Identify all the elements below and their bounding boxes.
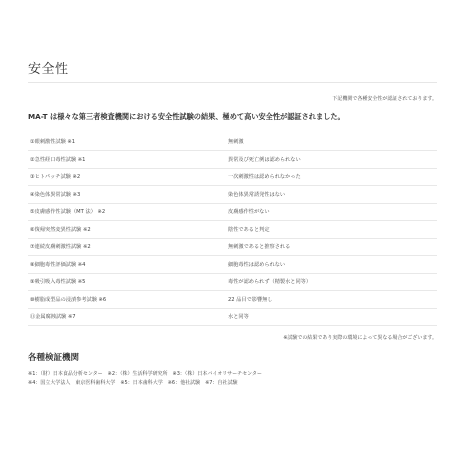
table-row	[28, 221, 437, 239]
table-row	[28, 291, 437, 309]
test-result: 無刺激	[226, 133, 437, 151]
test-name: ⑧細胞毒性評価試験 ※4	[28, 256, 226, 274]
table-row	[28, 203, 437, 221]
test-result: 毒性が認められず（精製水と同等）	[226, 273, 437, 291]
test-name: ⑥復帰突然変異性試験 ※2	[28, 221, 226, 239]
test-name: ④染色体異常試験 ※3	[28, 186, 226, 204]
table-row	[28, 151, 437, 169]
table-row	[28, 133, 437, 151]
test-result: 一次刺激性は認められなかった	[226, 168, 437, 186]
table-row	[28, 273, 437, 291]
test-result: 無刺激であると推察される	[226, 238, 437, 256]
certified-note: 下記機関で各種安全性が認証されております。	[332, 96, 437, 102]
test-result: 22 品目で影響無し	[226, 291, 437, 309]
test-name: ⑨吸引吸入毒性試験 ※5	[28, 273, 226, 291]
test-result: 陰性であると判定	[226, 221, 437, 239]
table-row	[28, 238, 437, 256]
test-name: ⑦連続皮膚刺激性試験 ※2	[28, 238, 226, 256]
test-result: 水と同等	[226, 308, 437, 326]
safety-test-table	[28, 133, 437, 326]
safety-lead-text: MA-T は様々な第三者検査機関における安全性試験の結果、極めて高い安全性が認証されました。	[28, 112, 345, 121]
test-result: 細胞毒性は認められない	[226, 256, 437, 274]
table-row	[28, 256, 437, 274]
institutions-heading: 各種検証機関	[28, 353, 80, 363]
test-name: ⑩樹脂成型品の浸漬参考試験 ※6	[28, 291, 226, 309]
test-name: ⑪金属腐蝕試験 ※7	[28, 308, 226, 326]
institutions-line-2: ※4：国立大学法人 東京医科歯科大学 ※5：日本歯科大学 ※6：他社試験 ※7：自社試験	[28, 380, 238, 386]
table-row	[28, 186, 437, 204]
institutions-line-1: ※1：（財）日本食品分析センター ※2：（株）生活科学研究所 ※3：（株）日本バイオリサーチセンター	[28, 371, 262, 377]
test-result: 染色体異常誘発性はない	[226, 186, 437, 204]
table-row	[28, 168, 437, 186]
table-row	[28, 308, 437, 326]
test-name: ③ヒトパッチ試験 ※2	[28, 168, 226, 186]
safety-section	[28, 0, 437, 465]
page-title: 安全性	[28, 62, 69, 77]
test-result: 皮膚感作性がない	[226, 203, 437, 221]
test-name: ②急性経口毒性試験 ※1	[28, 151, 226, 169]
test-result: 異常及び死亡例は認められない	[226, 151, 437, 169]
title-divider	[28, 82, 437, 83]
test-name: ⑤皮膚感作性試験（MT 法） ※2	[28, 203, 226, 221]
test-name: ①眼刺激性試験 ※1	[28, 133, 226, 151]
table-footnote: ※試験での結果であり実際の環境によって異なる場合がございます。	[283, 335, 437, 341]
